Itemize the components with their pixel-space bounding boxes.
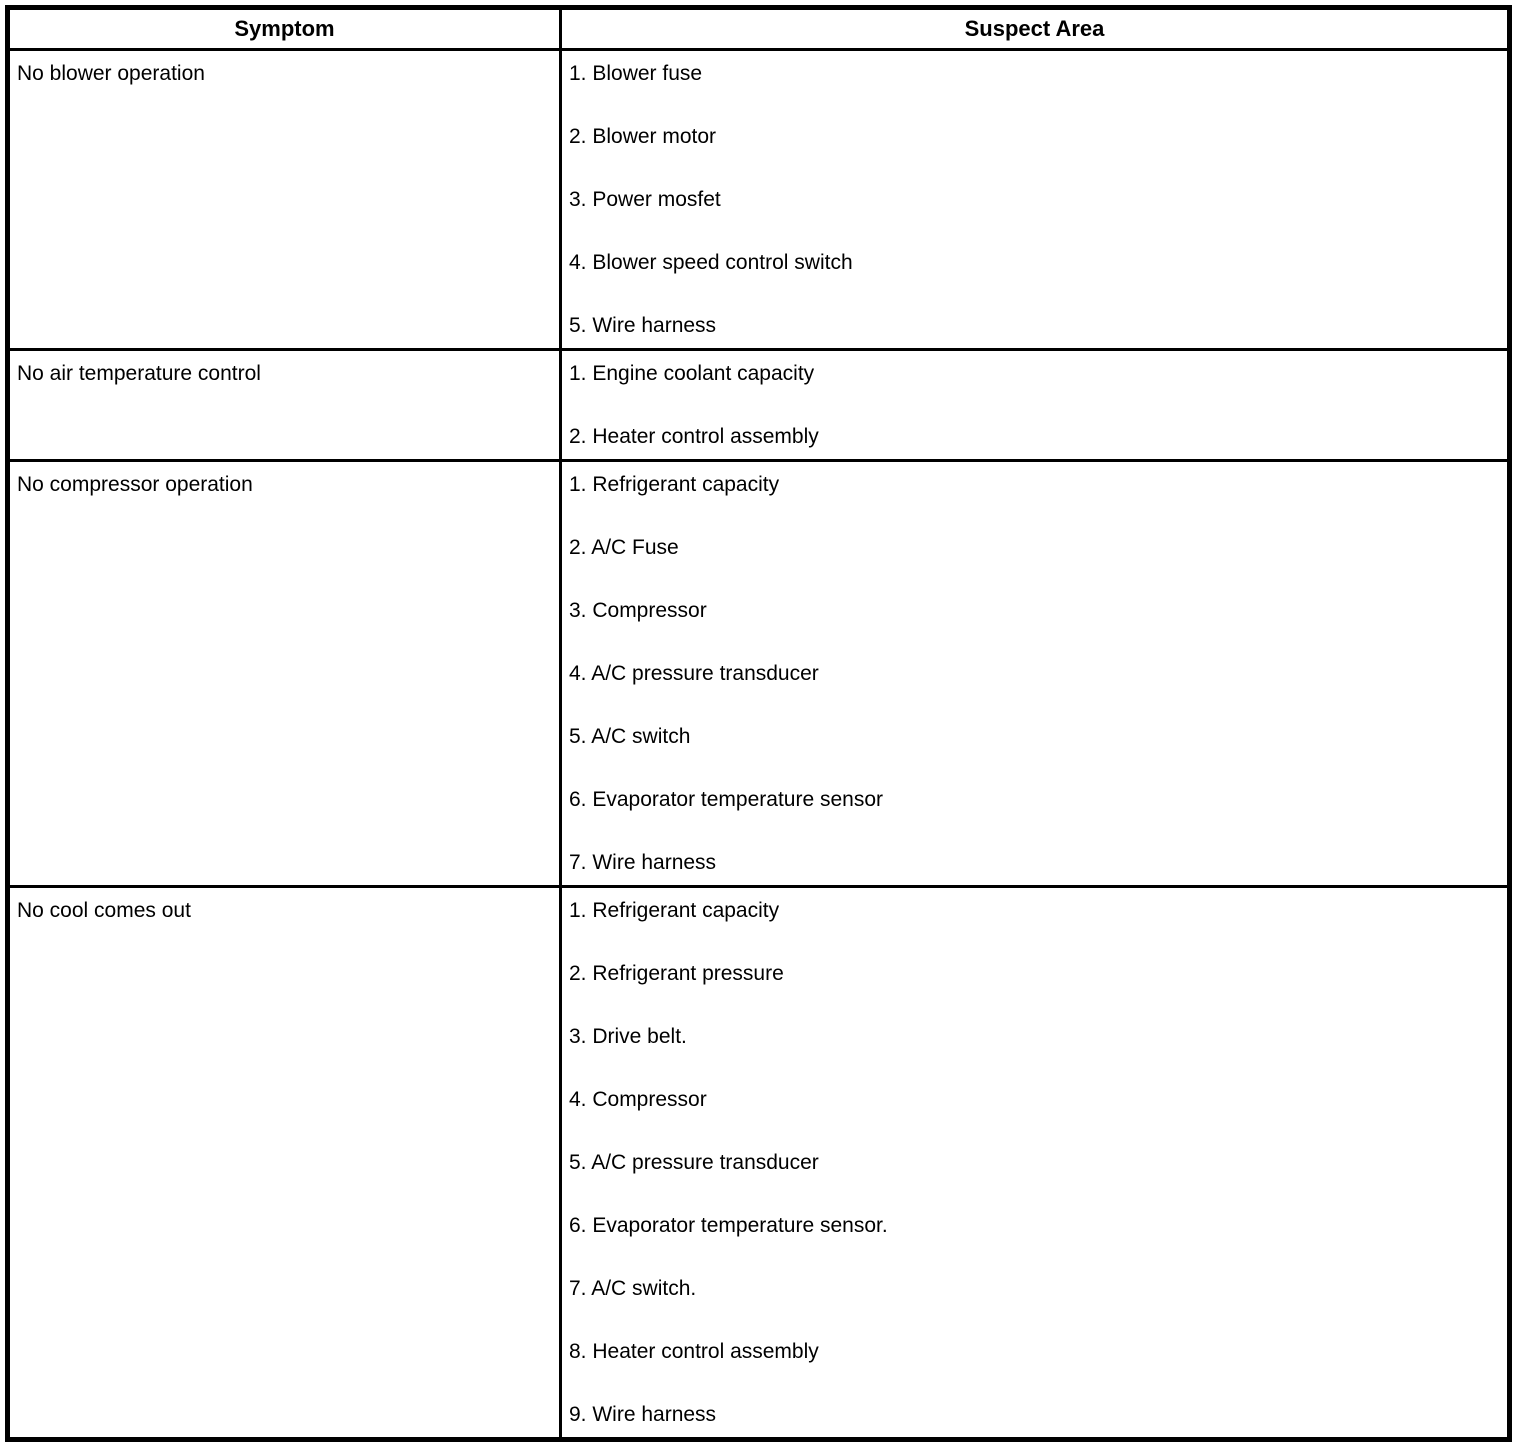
table-row bbox=[8, 50, 1510, 350]
suspect-item: 4. A/C pressure transducer bbox=[569, 662, 819, 685]
column-header-suspect-area: Suspect Area bbox=[561, 8, 1510, 50]
suspect-item: 1. Refrigerant capacity bbox=[569, 473, 780, 496]
suspect-area-cell bbox=[561, 50, 1510, 350]
suspect-area-cell bbox=[561, 887, 1510, 1440]
suspect-item: 2. Heater control assembly bbox=[569, 425, 819, 448]
suspect-item: 7. A/C switch. bbox=[569, 1277, 697, 1300]
suspect-item: 1. Engine coolant capacity bbox=[569, 362, 815, 385]
suspect-item: 3. Power mosfet bbox=[569, 188, 721, 211]
table-row bbox=[8, 350, 1510, 461]
suspect-item: 1. Blower fuse bbox=[569, 62, 703, 85]
table-row bbox=[8, 461, 1510, 887]
suspect-area-cell bbox=[561, 461, 1510, 887]
symptom-suspect-table bbox=[5, 5, 1512, 1442]
suspect-item: 8. Heater control assembly bbox=[569, 1340, 819, 1363]
suspect-item: 6. Evaporator temperature sensor. bbox=[569, 1214, 888, 1237]
suspect-item: 3. Compressor bbox=[569, 599, 707, 622]
suspect-item: 5. A/C switch bbox=[569, 725, 691, 748]
symptom-text: No cool comes out bbox=[17, 899, 191, 922]
suspect-item: 1. Refrigerant capacity bbox=[569, 899, 780, 922]
suspect-item: 5. Wire harness bbox=[569, 314, 717, 337]
symptom-text: No compressor operation bbox=[17, 473, 253, 496]
symptom-cell bbox=[8, 50, 561, 350]
header-row bbox=[8, 8, 1510, 50]
suspect-item: 9. Wire harness bbox=[569, 1403, 717, 1426]
suspect-item: 5. A/C pressure transducer bbox=[569, 1151, 819, 1174]
table-body bbox=[8, 50, 1510, 1440]
table-row bbox=[8, 887, 1510, 1440]
column-header-symptom: Symptom bbox=[8, 8, 561, 50]
suspect-item: 6. Evaporator temperature sensor bbox=[569, 788, 883, 811]
symptom-cell bbox=[8, 350, 561, 461]
suspect-item: 7. Wire harness bbox=[569, 851, 717, 874]
symptom-cell bbox=[8, 461, 561, 887]
suspect-item: 2. Refrigerant pressure bbox=[569, 962, 784, 985]
symptom-text: No blower operation bbox=[17, 62, 205, 85]
symptom-cell bbox=[8, 887, 561, 1440]
suspect-item: 2. Blower motor bbox=[569, 125, 717, 148]
suspect-item: 4. Blower speed control switch bbox=[569, 251, 853, 274]
suspect-item: 2. A/C Fuse bbox=[569, 536, 679, 559]
symptom-text: No air temperature control bbox=[17, 362, 261, 385]
table-header bbox=[8, 8, 1510, 50]
suspect-area-cell bbox=[561, 350, 1510, 461]
suspect-item: 4. Compressor bbox=[569, 1088, 707, 1111]
suspect-item: 3. Drive belt. bbox=[569, 1025, 687, 1048]
